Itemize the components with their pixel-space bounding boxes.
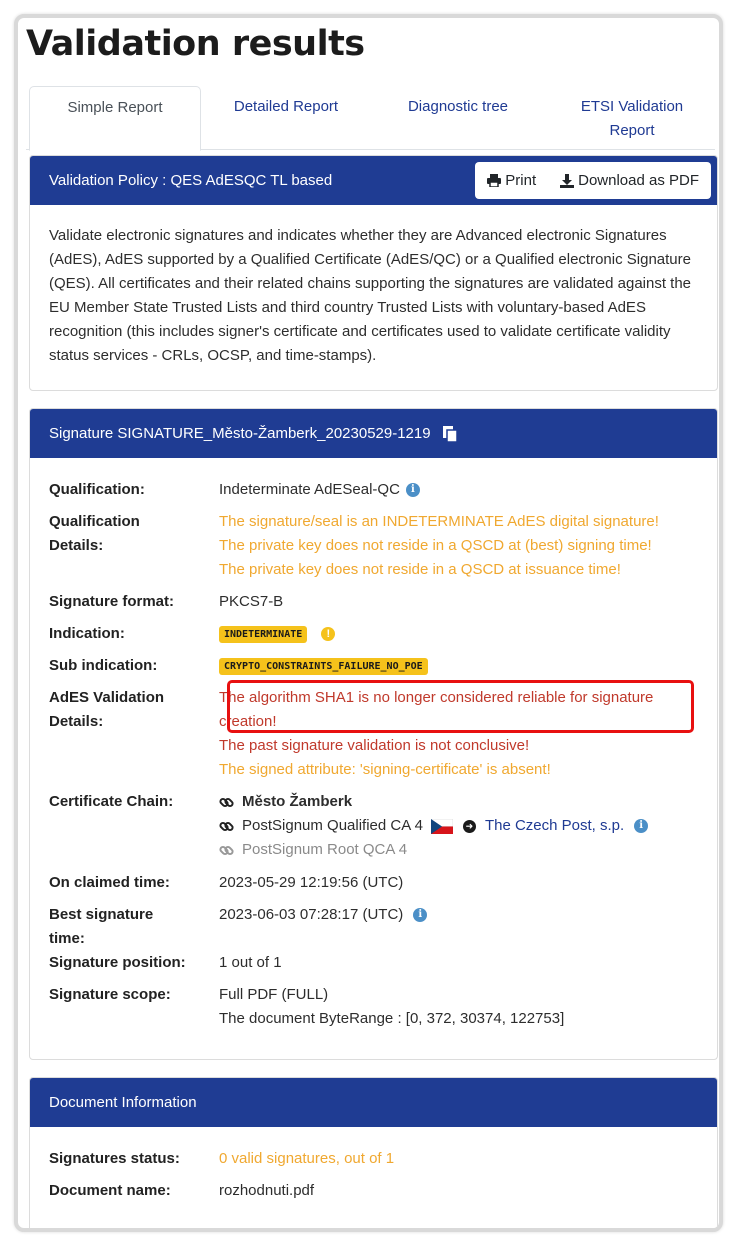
tab-diagnostic-tree[interactable]: Diagnostic tree	[407, 98, 509, 115]
format-row	[49, 590, 698, 622]
qualification-label: Qualification:	[49, 481, 145, 498]
certificate-chain-row	[49, 790, 698, 871]
ades-details-label: AdES Validation	[49, 689, 165, 706]
document-info-card	[29, 1077, 718, 1232]
document-name-label: Document name:	[49, 1182, 171, 1199]
page-title: Validation results	[26, 24, 365, 64]
scope-byterange: The document ByteRange : [0, 372, 30374, 122753]	[219, 1010, 565, 1027]
chain-ca[interactable]	[219, 814, 648, 838]
arrow-right-icon: ➜	[463, 820, 476, 833]
qualification-details-label-2: Details:	[49, 537, 104, 554]
position-label: Signature position:	[49, 954, 186, 971]
policy-description: Validate electronic signatures and indicates whether they are Advanced electronic Signatures (AdES), AdES supported by a Qualified Certificate (AdES/QC) or a Qualified electronic Signature (QES). All certificates and their related chains supporting the signatures are validated against the EU Member State Trusted Lists and third country Trusted Lists with voluntary-based AdES recognition (this includes signer's certificate and certificates used to validate certificate validity status services - CRLs, OCSP, and time-stamps).	[49, 227, 692, 364]
ca-name: PostSignum Qualified CA 4	[242, 817, 423, 834]
info-icon[interactable]: i	[634, 819, 648, 833]
ades-details-row	[49, 686, 698, 790]
qualification-value: Indeterminate AdESeal-QC	[219, 481, 400, 498]
ades-warning-signing-cert: The signed attribute: 'signing-certificate' is absent!	[219, 761, 551, 778]
ades-error-past-validation: The past signature validation is not conclusive!	[219, 737, 530, 754]
qualification-details-row	[49, 510, 698, 590]
link-icon	[219, 795, 235, 810]
document-name-row	[49, 1179, 698, 1211]
signature-card	[29, 408, 718, 1060]
sub-indication-badge: CRYPTO_CONSTRAINTS_FAILURE_NO_POE	[219, 658, 428, 675]
policy-header	[30, 156, 717, 205]
download-pdf-button[interactable]	[548, 162, 711, 199]
tab-detailed-report[interactable]: Detailed Report	[233, 98, 339, 115]
tsp-link[interactable]: The Czech Post, s.p.	[484, 817, 625, 834]
signatures-status-row	[49, 1147, 698, 1179]
signature-title: Signature SIGNATURE_Město-Žamberk_20230529-1219	[49, 425, 431, 442]
ades-details-label-2: Details:	[49, 713, 104, 730]
ades-error-sha1: The algorithm SHA1 is no longer considered reliable for signature	[219, 689, 654, 706]
indication-badge: INDETERMINATE	[219, 626, 307, 643]
printer-icon	[487, 174, 501, 187]
format-value: PKCS7-B	[219, 593, 284, 610]
chain-root[interactable]	[219, 838, 648, 862]
report-tabs	[26, 86, 715, 150]
info-icon[interactable]: i	[413, 908, 427, 922]
root-name: PostSignum Root QCA 4	[242, 841, 408, 858]
highlight-box	[227, 680, 694, 733]
signatures-status-label: Signatures status:	[49, 1150, 180, 1167]
validation-policy-card	[29, 155, 718, 391]
download-label: Download as PDF	[578, 172, 699, 189]
chain-label: Certificate Chain:	[49, 793, 174, 810]
qualification-details-label: Qualification	[49, 513, 140, 530]
scope-row	[49, 983, 698, 1039]
qualification-warning: The private key does not reside in a QSCD at issuance time!	[219, 561, 621, 578]
browser-frame	[14, 14, 723, 1232]
document-title: Document Information	[49, 1094, 197, 1111]
print-button[interactable]	[475, 162, 548, 199]
signer-name: Město Žamberk	[242, 793, 353, 810]
qualification-warning: The signature/seal is an INDETERMINATE AdES digital signature!	[219, 513, 659, 530]
best-time-row	[49, 903, 698, 951]
scope-label: Signature scope:	[49, 986, 171, 1003]
signatures-status-value: 0 valid signatures, out of 1	[219, 1150, 395, 1167]
czech-flag-icon	[431, 819, 453, 834]
document-header	[30, 1078, 717, 1127]
position-value: 1 out of 1	[219, 954, 282, 971]
print-label: Print	[505, 172, 537, 189]
info-icon[interactable]: i	[406, 483, 420, 497]
document-name-value: rozhodnuti.pdf	[219, 1182, 315, 1199]
position-row	[49, 951, 698, 983]
format-label: Signature format:	[49, 593, 175, 610]
claimed-time-value: 2023-05-29 12:19:56 (UTC)	[219, 874, 404, 891]
best-time-value: 2023-06-03 07:28:17 (UTC)	[219, 906, 404, 923]
copy-icon[interactable]	[443, 426, 457, 442]
warning-icon: !	[321, 627, 335, 641]
link-icon	[219, 819, 235, 834]
qualification-warning: The private key does not reside in a QSCD at (best) signing time!	[219, 537, 652, 554]
sub-indication-label: Sub indication:	[49, 657, 158, 674]
indication-label: Indication:	[49, 625, 125, 642]
policy-title: Validation Policy : QES AdESQC TL based	[49, 172, 333, 189]
signature-header	[30, 409, 717, 458]
page-content	[26, 18, 715, 1199]
report-actions	[475, 162, 711, 199]
link-icon	[219, 843, 235, 858]
download-icon	[560, 174, 574, 188]
qualification-row	[49, 478, 698, 510]
chain-signer[interactable]	[219, 790, 648, 814]
best-time-label: Best signature	[49, 906, 154, 923]
claimed-time-row	[49, 871, 698, 903]
scope-value: Full PDF (FULL)	[219, 986, 329, 1003]
ades-error-sha1-cont: creation!	[219, 713, 277, 730]
indication-row	[49, 622, 698, 654]
tab-simple-report[interactable]: Simple Report	[29, 86, 201, 151]
claimed-time-label: On claimed time:	[49, 874, 170, 891]
best-time-label-2: time:	[49, 930, 85, 947]
tab-etsi-validation-report[interactable]: ETSI Validation Report	[580, 98, 684, 139]
